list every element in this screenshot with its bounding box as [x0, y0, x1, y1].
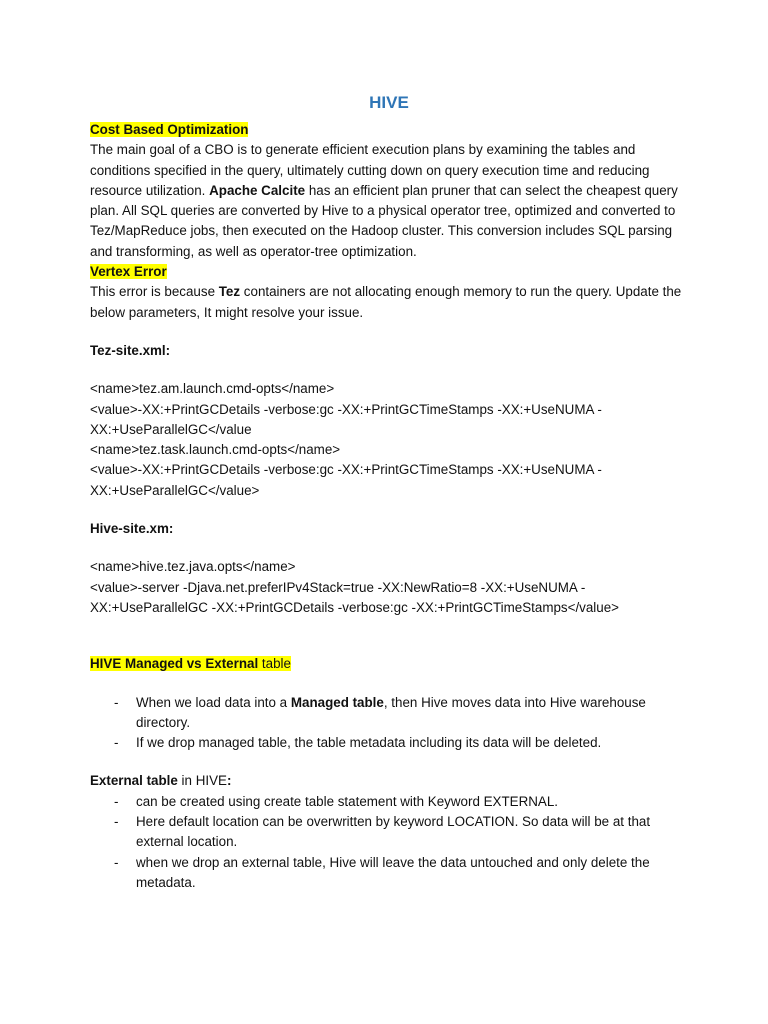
vertex-paragraph [90, 282, 688, 323]
dash-bullet: - [114, 694, 119, 710]
dash-bullet: - [114, 854, 119, 870]
vertex-heading: Vertex Error [90, 264, 167, 280]
tez-site-heading [90, 341, 688, 361]
dash-bullet: - [114, 735, 119, 751]
config-line: <value>-XX:+PrintGCDetails -verbose:gc -XX:+PrintGCTimeStamps -XX:+UseNUMA -XX:+UseParallelGC</value> [90, 462, 602, 498]
config-line: <value>-XX:+PrintGCDetails -verbose:gc -XX:+PrintGCTimeStamps -XX:+UseNUMA -XX:+UseParallelGC</value [90, 401, 602, 437]
cbo-text-bold: Apache Calcite [209, 182, 306, 198]
external-heading-mid: in HIVE [177, 773, 227, 789]
list-item [90, 733, 688, 753]
bullet-text: When we load data into a [136, 694, 291, 710]
external-heading-colon: : [226, 773, 232, 789]
external-heading [90, 771, 688, 791]
cbo-text-1: The main goal of a CBO is to generate efficient execution plans by examining the tables and conditions specified in the query, ultimately cutting down on query execution time and reducing resource utilization. [90, 142, 650, 198]
bullet-text-bold: Managed table [290, 694, 384, 710]
page-title: HIVE [369, 93, 409, 112]
list-item [90, 792, 688, 812]
vertex-text-1: This error is because [90, 284, 219, 300]
tez-site-heading-text: Tez-site.xml: [90, 342, 171, 358]
managed-heading [90, 654, 688, 674]
hive-site-heading-text: Hive-site.xm: [90, 521, 174, 537]
dash-bullet: - [114, 793, 119, 809]
managed-heading-highlight [90, 656, 291, 671]
config-line: <name>tez.task.launch.cmd-opts</name> [90, 442, 341, 458]
managed-heading-bold: HIVE Managed vs External [90, 656, 259, 672]
cbo-text-2: has an efficient plan pruner that can select the cheapest query plan. All SQL queries are converted by Hive to a physical operator tree, optimized and converted to Tez/MapReduce jobs, then executed on the Hadoop cluster. This conversion includes SQL parsing and transforming, as well as operator-tree optimization. [90, 182, 678, 259]
bullet-text: , then Hive moves data into Hive warehouse directory. [136, 694, 646, 730]
bullet-text: If we drop managed table, the table metadata including its data will be deleted. [136, 735, 602, 751]
external-list [90, 792, 688, 893]
external-heading-bold: External table [90, 773, 178, 789]
bullet-text: Here default location can be overwritten by keyword LOCATION. So data will be at that external location. [136, 814, 651, 850]
hive-site-heading [90, 519, 688, 539]
tez-site-config [90, 379, 688, 501]
managed-heading-rest: table [258, 656, 291, 672]
list-item [90, 812, 688, 853]
dash-bullet: - [114, 814, 119, 830]
cbo-heading: Cost Based Optimization [90, 122, 249, 137]
vertex-text-bold: Tez [218, 284, 241, 300]
bullet-text: when we drop an external table, Hive will leave the data untouched and only delete the metadata. [136, 854, 650, 890]
managed-list [90, 693, 688, 754]
config-line: <name>tez.am.launch.cmd-opts</name> [90, 381, 335, 397]
list-item [90, 693, 688, 734]
vertex-section [90, 262, 688, 323]
cbo-paragraph [90, 140, 688, 262]
list-item [90, 853, 688, 894]
config-line: <value>-server -Djava.net.preferIPv4Stack=true -XX:NewRatio=8 -XX:+UseNUMA -XX:+UseParallelGC -XX:+PrintGCDetails -verbose:gc -XX:+PrintGCTimeStamps</value> [90, 579, 620, 615]
config-line: <name>hive.tez.java.opts</name> [90, 559, 296, 575]
hive-site-config [90, 557, 688, 618]
bullet-text: can be created using create table statement with Keyword EXTERNAL. [136, 793, 559, 809]
cbo-section [90, 120, 688, 262]
vertex-text-2: containers are not allocating enough memory to run the query. Update the below parameters, It might resolve your issue. [90, 284, 682, 320]
